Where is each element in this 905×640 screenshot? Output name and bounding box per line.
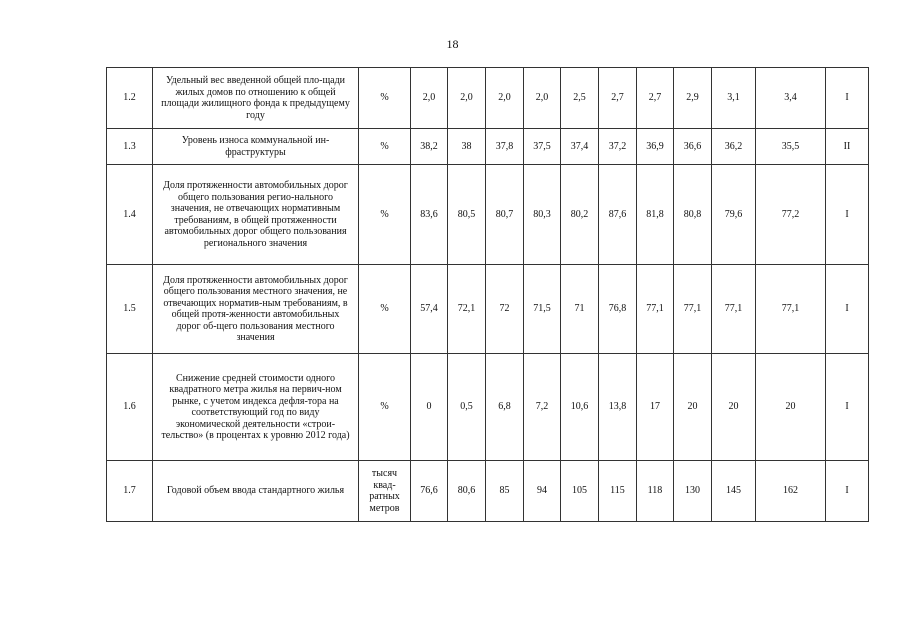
value-cell: 77,1 — [637, 265, 674, 354]
value-cell: 3,1 — [712, 68, 756, 129]
value-cell: 2,7 — [599, 68, 637, 129]
indicator-name-cell: Уровень износа коммунальной ин-фраструктуры — [153, 129, 359, 165]
value-cell: 130 — [674, 461, 712, 522]
group-cell: I — [826, 68, 869, 129]
value-cell: 3,4 — [756, 68, 826, 129]
value-cell: 2,7 — [637, 68, 674, 129]
row-number-cell: 1.3 — [107, 129, 153, 165]
value-cell: 80,5 — [448, 165, 486, 265]
value-cell: 2,0 — [524, 68, 561, 129]
unit-cell: % — [359, 265, 411, 354]
indicator-name-cell: Снижение средней стоимости одного квадратного метра жилья на первич-ном рынке, с учетом индекса дефля-тора на соответствующий год по виду экономической деятельности «строи-тельство» (в процентах к уровню 2012 года) — [153, 354, 359, 461]
value-cell: 87,6 — [599, 165, 637, 265]
value-cell: 71,5 — [524, 265, 561, 354]
value-cell: 85 — [486, 461, 524, 522]
value-cell: 71 — [561, 265, 599, 354]
indicator-name-cell: Годовой объем ввода стандартного жилья — [153, 461, 359, 522]
value-cell: 77,1 — [756, 265, 826, 354]
indicator-name-cell: Удельный вес введенной общей пло-щади жилых домов по отношению к общей площади жилищного фонда к предыдущему году — [153, 68, 359, 129]
value-cell: 72,1 — [448, 265, 486, 354]
value-cell: 2,0 — [448, 68, 486, 129]
unit-cell: % — [359, 165, 411, 265]
value-cell: 20 — [712, 354, 756, 461]
indicator-name-cell: Доля протяженности автомобильных дорог общего пользования местного значения, не отвечающих норматив-ным требованиям, в общей протя-женности автомобильных дорог об-щего пользования местного значения — [153, 265, 359, 354]
value-cell: 0 — [411, 354, 448, 461]
value-cell: 13,8 — [599, 354, 637, 461]
value-cell: 72 — [486, 265, 524, 354]
value-cell: 37,4 — [561, 129, 599, 165]
value-cell: 80,7 — [486, 165, 524, 265]
indicator-name-cell: Доля протяженности автомобильных дорог общего пользования регио-нального значения, не отвечающих нормативным требованиям, в общей протяженности автомобильных дорог общего пользования регионального значения — [153, 165, 359, 265]
value-cell: 38 — [448, 129, 486, 165]
value-cell: 77,2 — [756, 165, 826, 265]
value-cell: 115 — [599, 461, 637, 522]
value-cell: 2,5 — [561, 68, 599, 129]
group-cell: I — [826, 461, 869, 522]
value-cell: 76,6 — [411, 461, 448, 522]
value-cell: 37,2 — [599, 129, 637, 165]
value-cell: 80,3 — [524, 165, 561, 265]
value-cell: 20 — [674, 354, 712, 461]
table-row — [107, 165, 869, 265]
value-cell: 162 — [756, 461, 826, 522]
value-cell: 118 — [637, 461, 674, 522]
value-cell: 6,8 — [486, 354, 524, 461]
value-cell: 36,9 — [637, 129, 674, 165]
value-cell: 79,6 — [712, 165, 756, 265]
value-cell: 37,5 — [524, 129, 561, 165]
row-number-cell: 1.4 — [107, 165, 153, 265]
value-cell: 80,2 — [561, 165, 599, 265]
value-cell: 38,2 — [411, 129, 448, 165]
group-cell: II — [826, 129, 869, 165]
unit-cell: % — [359, 354, 411, 461]
value-cell: 20 — [756, 354, 826, 461]
table-row — [107, 265, 869, 354]
value-cell: 35,5 — [756, 129, 826, 165]
value-cell: 83,6 — [411, 165, 448, 265]
value-cell: 76,8 — [599, 265, 637, 354]
row-number-cell: 1.7 — [107, 461, 153, 522]
table-row — [107, 68, 869, 129]
value-cell: 17 — [637, 354, 674, 461]
value-cell: 80,8 — [674, 165, 712, 265]
value-cell: 10,6 — [561, 354, 599, 461]
value-cell: 77,1 — [674, 265, 712, 354]
row-number-cell: 1.6 — [107, 354, 153, 461]
value-cell: 2,9 — [674, 68, 712, 129]
indicators-table — [106, 67, 869, 522]
value-cell: 37,8 — [486, 129, 524, 165]
group-cell: I — [826, 354, 869, 461]
table-row — [107, 129, 869, 165]
value-cell: 7,2 — [524, 354, 561, 461]
value-cell: 2,0 — [411, 68, 448, 129]
value-cell: 94 — [524, 461, 561, 522]
table-row — [107, 354, 869, 461]
value-cell: 80,6 — [448, 461, 486, 522]
group-cell: I — [826, 265, 869, 354]
group-cell: I — [826, 165, 869, 265]
unit-cell: % — [359, 129, 411, 165]
value-cell: 81,8 — [637, 165, 674, 265]
value-cell: 36,6 — [674, 129, 712, 165]
value-cell: 77,1 — [712, 265, 756, 354]
row-number-cell: 1.2 — [107, 68, 153, 129]
value-cell: 105 — [561, 461, 599, 522]
value-cell: 57,4 — [411, 265, 448, 354]
unit-cell: % — [359, 68, 411, 129]
table-row — [107, 461, 869, 522]
page-number: 18 — [446, 37, 459, 51]
value-cell: 0,5 — [448, 354, 486, 461]
value-cell: 36,2 — [712, 129, 756, 165]
value-cell: 145 — [712, 461, 756, 522]
row-number-cell: 1.5 — [107, 265, 153, 354]
value-cell: 2,0 — [486, 68, 524, 129]
unit-cell: тысяч квад-ратных метров — [359, 461, 411, 522]
